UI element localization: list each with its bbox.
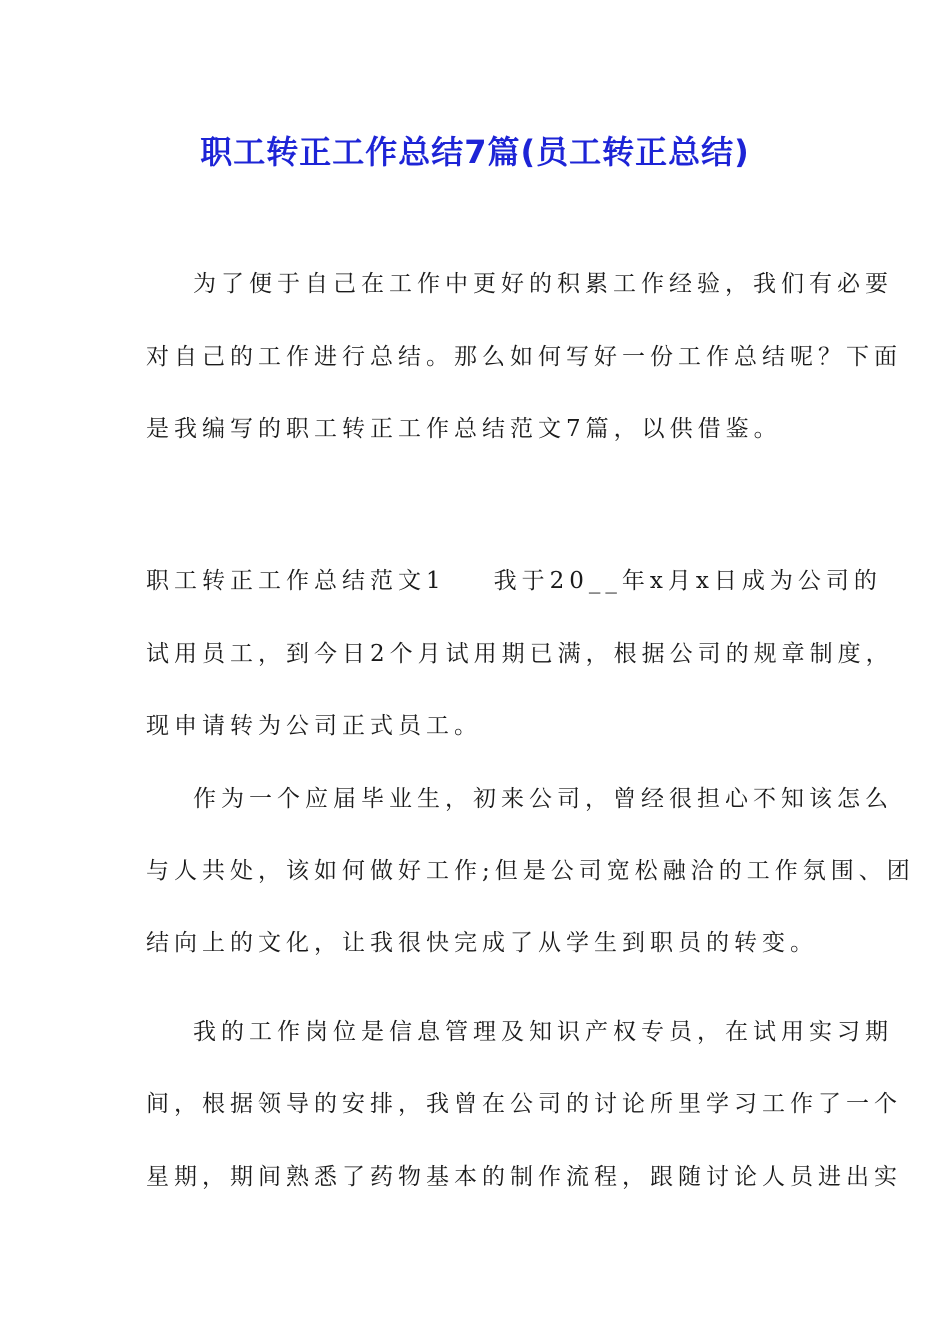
paragraph-line: 星期，期间熟悉了药物基本的制作流程，跟随讨论人员进出实 bbox=[146, 1164, 902, 1190]
paragraph-line: 与人共处，该如何做好工作;但是公司宽松融洽的工作氛围、团 bbox=[146, 858, 915, 884]
section-first-line bbox=[146, 563, 882, 599]
section-heading: 职工转正工作总结范文1 bbox=[146, 568, 446, 594]
paragraph-line: 我的工作岗位是信息管理及知识产权专员，在试用实习期 bbox=[193, 1019, 893, 1045]
paragraph-line: 试用员工，到今日2个月试用期已满，根据公司的规章制度， bbox=[146, 641, 894, 667]
document-title: 职工转正工作总结7篇(员工转正总结) bbox=[200, 133, 750, 171]
intro-line: 对自己的工作进行总结。那么如何写好一份工作总结呢？下面 bbox=[146, 344, 902, 370]
intro-line: 是我编写的职工转正工作总结范文7篇，以供借鉴。 bbox=[146, 416, 782, 442]
paragraph-line: 结向上的文化，让我很快完成了从学生到职员的转变。 bbox=[146, 930, 818, 956]
section-first-line-text: 我于20__年x月x日成为公司的 bbox=[493, 568, 882, 594]
paragraph-line: 现申请转为公司正式员工。 bbox=[146, 713, 482, 739]
paragraph-line: 间，根据领导的安排，我曾在公司的讨论所里学习工作了一个 bbox=[146, 1091, 902, 1117]
paragraph-line: 作为一个应届毕业生，初来公司，曾经很担心不知该怎么 bbox=[193, 786, 893, 812]
intro-line: 为了便于自己在工作中更好的积累工作经验，我们有必要 bbox=[193, 271, 893, 297]
